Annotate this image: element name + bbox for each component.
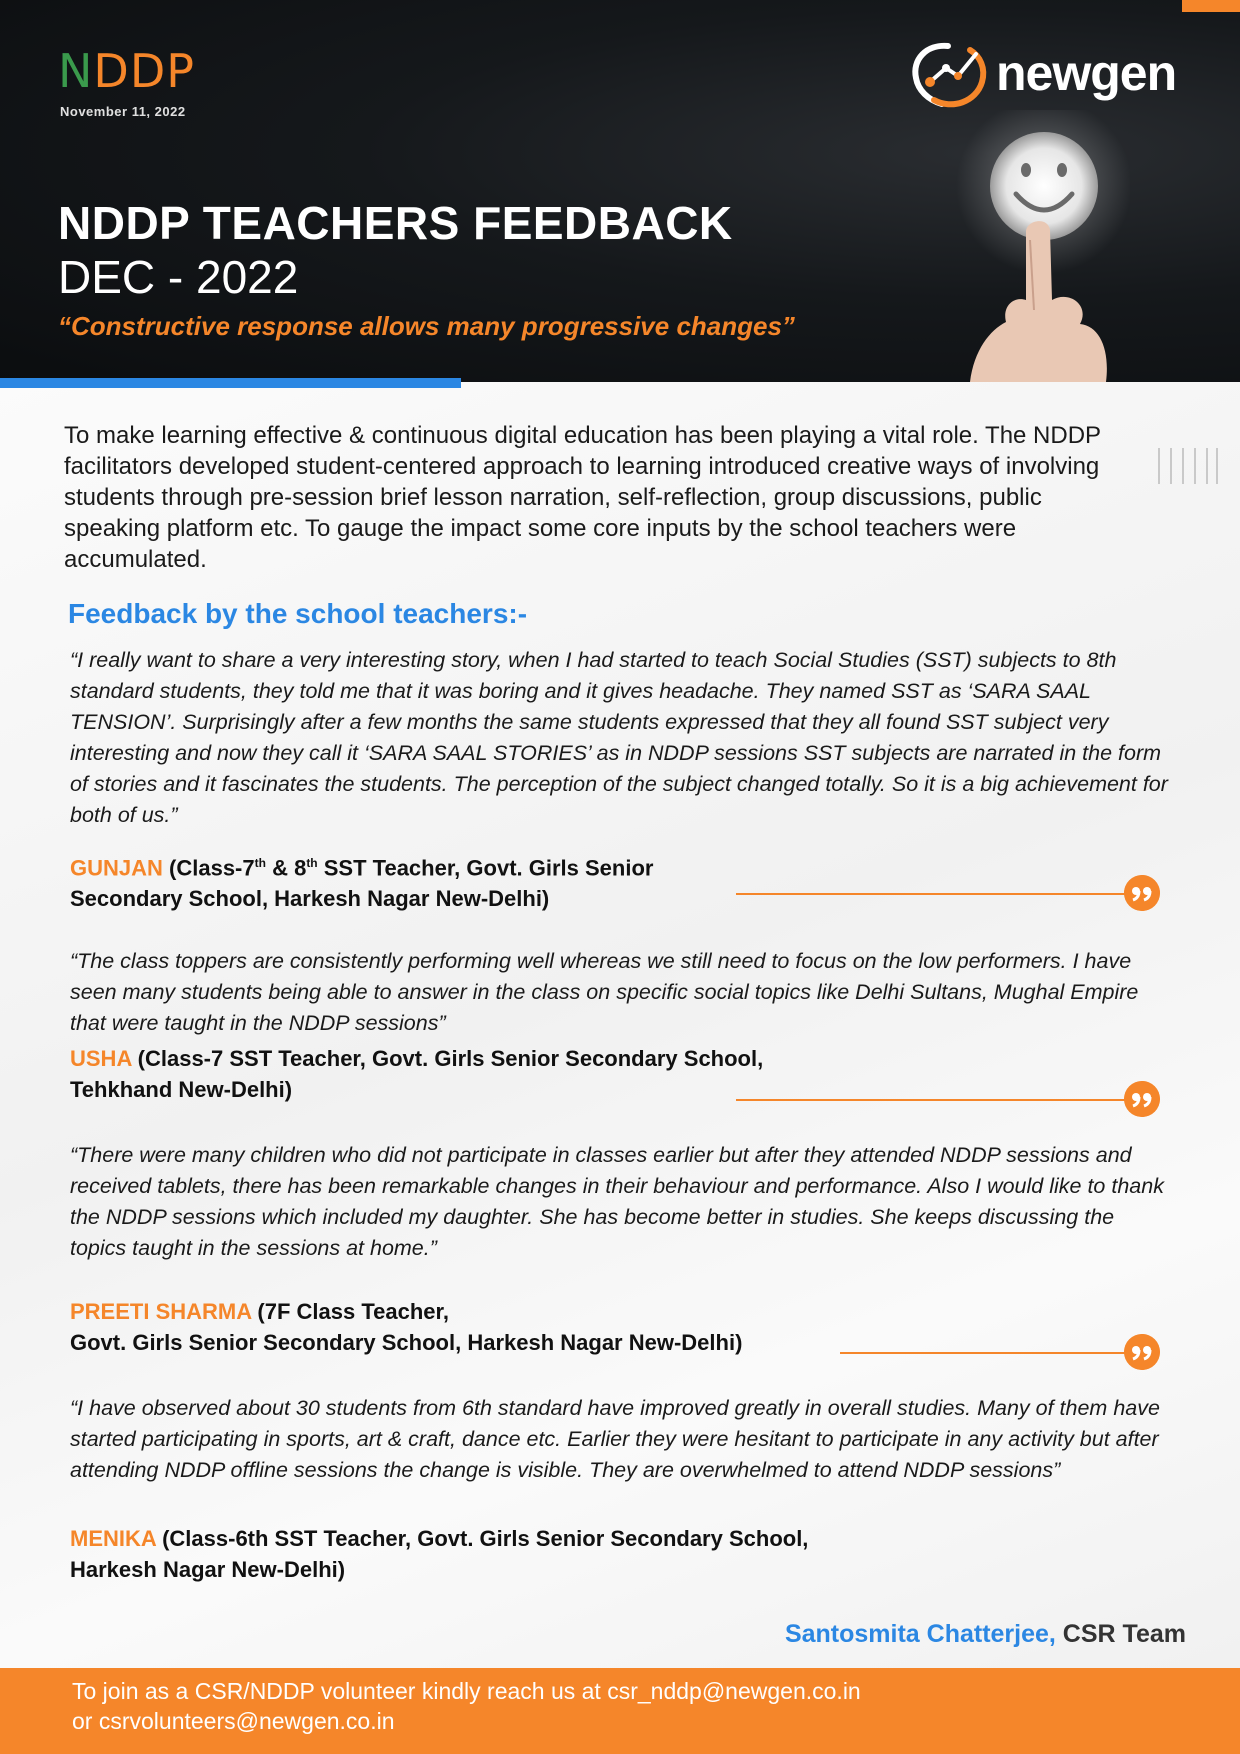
newgen-logo (908, 38, 1188, 114)
author-detail: (Class-7 (162, 855, 255, 881)
feedback-author (70, 1523, 808, 1585)
author-detail-sup: th (306, 856, 318, 870)
smiley-finger-illustration (930, 110, 1130, 382)
author-detail: (7F Class Teacher, (251, 1299, 450, 1324)
author-name: USHA (70, 1046, 132, 1071)
intro-paragraph: To make learning effective & continuous digital education has been playing a vital role. The NDDP facilitators developed student-centered approach to learning introduced creative ways of involving students through pre-session brief lesson narration, self-reflection, group discussions, public speaking platform etc. To gauge the impact some core inputs by the school teachers were accumulated. (64, 422, 1101, 573)
quote-mark-icon (1124, 1081, 1160, 1117)
decorative-lines (1157, 448, 1219, 484)
author-detail: & 8 (265, 855, 307, 881)
footer-contact-line: To join as a CSR/NDDP volunteer kindly reach us at csr_nddp@newgen.co.in (72, 1678, 861, 1704)
header-blue-bar (0, 378, 461, 388)
quote-divider (840, 1352, 1126, 1354)
author-detail: (Class-6th SST Teacher, Govt. Girls Senior Secondary School, (155, 1526, 809, 1551)
author-detail: Harkesh Nagar New-Delhi) (70, 1557, 346, 1582)
page-subtitle: DEC - 2022 (58, 251, 299, 303)
tagline: “Constructive response allows many progressive changes” (58, 311, 795, 341)
feedback-author (70, 1296, 742, 1358)
feedback-author (70, 1043, 763, 1105)
author-detail: Govt. Girls Senior Secondary School, Harkesh Nagar New-Delhi) (70, 1330, 743, 1355)
top-accent-tab (1182, 0, 1240, 12)
quote-divider (736, 893, 1126, 895)
footer-contact-line: or csrvolunteers@newgen.co.in (72, 1708, 395, 1734)
author-name: MENIKA (70, 1526, 156, 1551)
header-banner (0, 0, 1240, 382)
footer-bar (0, 1668, 1240, 1754)
author-detail: Tehkhand New-Delhi) (70, 1077, 293, 1102)
author-detail: (Class-7 SST Teacher, Govt. Girls Senior Secondary School, (131, 1046, 764, 1071)
page-title: NDDP TEACHERS FEEDBACK (58, 197, 733, 249)
section-heading: Feedback by the school teachers:- (68, 598, 528, 629)
feedback-quote: “The class toppers are consistently performing well whereas we still need to focus on the low performers. I have seen many students being able to answer in the class on specific social topics like Delhi Sultans, Mughal Empire that were taught in the NDDP sessions” (70, 949, 1139, 1035)
author-detail-sup: th (254, 856, 266, 870)
feedback-quote: “There were many children who did not participate in classes earlier but after they attended NDDP sessions and received tablets, there has been remarkable changes in their behaviour and performance. Also I would like to thank the NDDP sessions which included my daughter. She has become better in studies. She keeps discussing the topics taught in the sessions at home.” (70, 1143, 1164, 1260)
author-detail: Secondary School, Harkesh Nagar New-Delhi) (70, 886, 550, 912)
author-name: PREETI SHARMA (70, 1299, 252, 1324)
newgen-logo-icon (908, 38, 992, 114)
quote-mark-icon (1124, 875, 1160, 911)
feedback-author (70, 848, 653, 914)
quote-divider (736, 1099, 1126, 1101)
author-name: GUNJAN (70, 855, 163, 881)
header-date: November 11, 2022 (60, 104, 186, 119)
author-detail: SST Teacher, Govt. Girls Senior (317, 855, 654, 881)
newgen-wordmark: newgen (996, 45, 1177, 101)
feedback-quote: “I have observed about 30 students from 6th standard have improved greatly in overall studies. Many of them have started participating in sports, art & craft, dance etc. Earlier they were hesitant to participate in any activity but after attending NDDP offline sessions the change is visible. They are overwhelmed to attend NDDP sessions” (70, 1396, 1160, 1482)
signature (785, 1620, 1186, 1649)
signature-name: Santosmita Chatterjee, (784, 1620, 1056, 1648)
signature-team: CSR Team (1055, 1620, 1186, 1648)
quote-mark-icon (1124, 1334, 1160, 1370)
feedback-quote: “I really want to share a very interesting story, when I had started to teach Social Studies (SST) subjects to 8th standard students, they told me that it was boring and it gives headache. They named SST as ‘SARA SAAL TENSION’. Surprisingly after a few months the same students expressed that they all found SST subject very interesting and now they call it ‘SARA SAAL STORIES’ as in NDDP sessions SST subjects are narrated in the form of stories and it fascinates the students. The perception of the subject changed totally. So it is a big achievement for both of us.” (70, 648, 1168, 827)
nddp-logo: NDDP (58, 44, 196, 98)
